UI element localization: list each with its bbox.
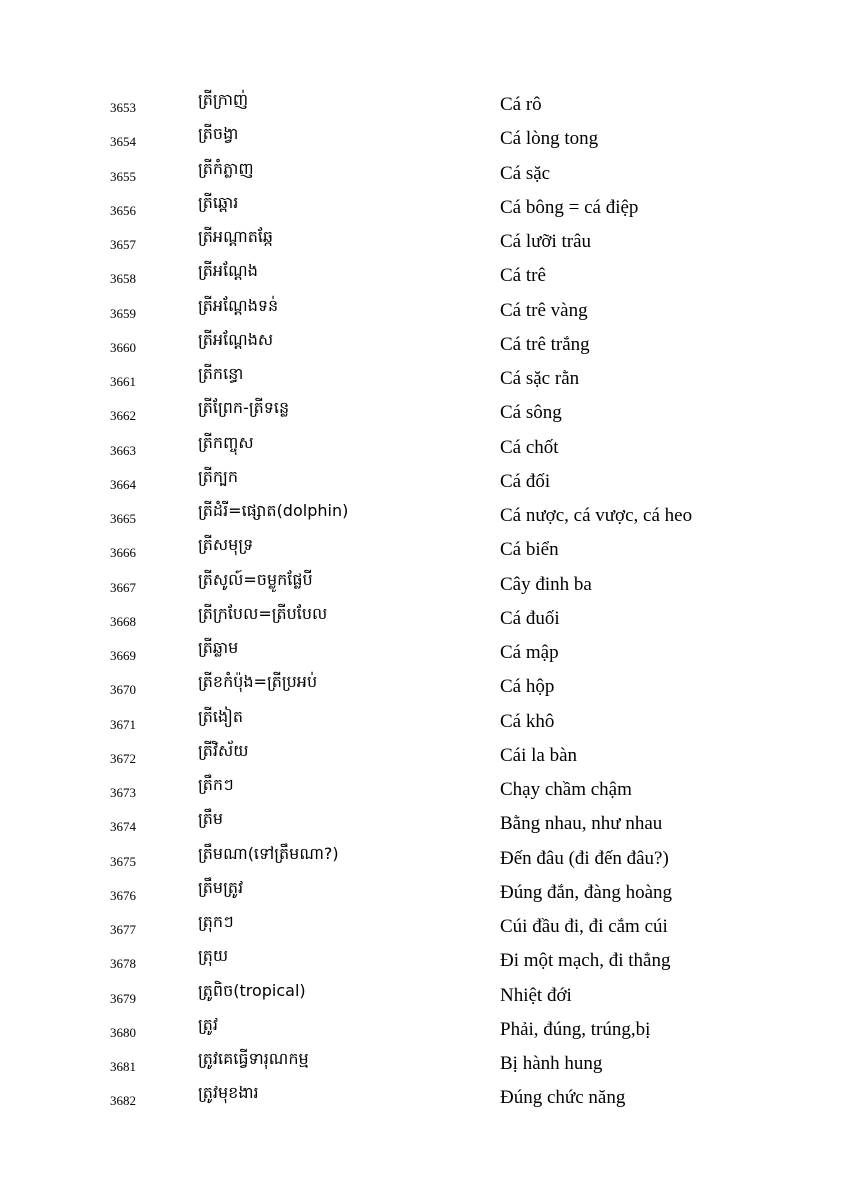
vietnamese-translation: Cá lưỡi trâu <box>500 231 592 252</box>
entry-row <box>0 189 848 223</box>
entry-row <box>0 805 848 839</box>
entry-row <box>0 394 848 428</box>
vietnamese-translation: Cá trê trắng <box>500 333 590 355</box>
entry-row <box>0 840 848 874</box>
vietnamese-translation: Cúi đầu đi, đi cắm cúi <box>500 916 668 937</box>
entry-row <box>0 292 848 326</box>
vietnamese-translation: Cá lòng tong <box>500 128 599 150</box>
khmer-term: ត្រីអណ្តែង <box>198 261 258 281</box>
entry-number: 3681 <box>110 1059 136 1074</box>
entry-number: 3653 <box>110 100 136 115</box>
vietnamese-translation: Cá trê vàng <box>500 299 588 321</box>
khmer-term: ត្រីកន្ធោ <box>198 364 244 383</box>
khmer-term: ត្រឹមណា(ទៅត្រឹមណា?) <box>198 843 339 863</box>
entry-row <box>0 634 848 668</box>
vietnamese-translation: Cá rô <box>500 94 542 115</box>
vietnamese-translation: Cá đuối <box>500 607 560 629</box>
entry-number: 3660 <box>110 339 136 355</box>
khmer-term: ត្រីអណ្តែងទន់ <box>198 295 279 315</box>
entry-number: 3663 <box>110 442 136 458</box>
entry-number: 3665 <box>110 511 136 526</box>
entry-row <box>0 668 848 702</box>
entry-row <box>0 908 848 942</box>
vietnamese-translation: Cái la bàn <box>500 744 578 766</box>
entry-row <box>0 874 848 908</box>
entry-row <box>0 703 848 737</box>
entry-number: 3670 <box>110 682 136 698</box>
entry-row <box>0 360 848 394</box>
entry-number: 3675 <box>110 853 136 869</box>
entry-number: 3680 <box>110 1024 136 1040</box>
vietnamese-translation: Cá sặc <box>500 162 551 184</box>
entry-row <box>0 257 848 291</box>
khmer-term: ត្រីក្របែល=ត្រីបបែល <box>198 603 328 623</box>
entry-number: 3672 <box>110 750 136 766</box>
entry-number: 3659 <box>110 305 136 321</box>
khmer-term: ត្រីកញ្ចុស <box>198 432 254 452</box>
entry-number: 3656 <box>110 202 136 218</box>
entry-row <box>0 977 848 1011</box>
vietnamese-translation: Cá nược, cá vược, cá heo <box>500 505 693 526</box>
khmer-term: ត្រីឆ្លាម <box>198 638 239 657</box>
khmer-term: ត្រីកំភ្លាញ <box>198 158 254 178</box>
entry-list <box>0 86 848 1114</box>
vietnamese-translation: Đến đâu (đi đến đâu?) <box>500 847 669 869</box>
entry-number: 3674 <box>110 819 136 835</box>
entry-row <box>0 326 848 360</box>
khmer-term: ត្រីសូល៍=ចម្លូកផ្លែបី <box>198 569 313 589</box>
khmer-term: ត្រឹម <box>198 809 224 829</box>
entry-number: 3655 <box>110 168 136 184</box>
vietnamese-translation: Cá hộp <box>500 676 555 698</box>
khmer-term: ត្រីក្រាញ់ <box>198 90 249 109</box>
entry-number: 3667 <box>110 579 136 595</box>
entry-row <box>0 120 848 154</box>
khmer-term: ត្រឹមត្រូវ <box>198 877 244 897</box>
vietnamese-translation: Cá chốt <box>500 436 559 458</box>
vietnamese-translation: Cá biển <box>500 539 559 561</box>
vietnamese-translation: Phải, đúng, trúng,bị <box>500 1018 651 1040</box>
entry-number: 3657 <box>110 237 136 252</box>
khmer-term: ត្រុយ <box>198 946 229 966</box>
vietnamese-translation: Cá trê <box>500 265 546 287</box>
khmer-term: ត្រីព្រែក-ត្រីទន្លេ <box>198 398 290 418</box>
vietnamese-translation: Cây đinh ba <box>500 573 592 595</box>
entry-number: 3662 <box>110 408 136 424</box>
khmer-term: ត្រីចង្វា <box>198 124 239 144</box>
khmer-term: ត្រឹកៗ <box>198 775 234 794</box>
khmer-term: ត្រីអណ្តែងស <box>198 329 274 349</box>
entry-row <box>0 223 848 257</box>
entry-number: 3661 <box>110 374 136 389</box>
entry-row <box>0 86 848 120</box>
khmer-term: ត្រីងៀត <box>198 706 244 726</box>
khmer-term: ត្រីក្បក <box>198 466 238 486</box>
entry-number: 3677 <box>110 922 136 937</box>
entry-number: 3666 <box>110 545 136 561</box>
entry-row <box>0 155 848 189</box>
vietnamese-translation: Đi một mạch, đi thẳng <box>500 950 671 972</box>
vietnamese-translation: Cá sông <box>500 402 562 424</box>
entry-number: 3678 <box>110 956 136 972</box>
entry-number: 3671 <box>110 716 136 732</box>
entry-number: 3679 <box>110 990 136 1006</box>
vietnamese-translation: Đúng đắn, đàng hoàng <box>500 881 673 903</box>
entry-row <box>0 1011 848 1045</box>
khmer-term: ត្រីឆ្ពោរ <box>198 192 239 212</box>
vietnamese-translation: Chạy chầm chậm <box>500 779 632 800</box>
vietnamese-translation: Cá bông = cá điệp <box>500 196 639 218</box>
khmer-term: ត្រីខកំប៉ុង=ត្រីប្រអប់ <box>198 672 318 692</box>
khmer-term: ត្រីសមុទ្រ <box>198 535 254 555</box>
vietnamese-translation: Bằng nhau, như nhau <box>500 813 663 835</box>
vietnamese-translation: Nhiệt đới <box>500 984 572 1006</box>
entry-number: 3673 <box>110 785 136 800</box>
vietnamese-translation: Cá đối <box>500 470 551 492</box>
khmer-term: ត្រីវិស័យ <box>198 740 249 760</box>
entry-number: 3682 <box>110 1093 136 1109</box>
vietnamese-translation: Đúng chức năng <box>500 1087 626 1109</box>
entry-row <box>0 497 848 531</box>
entry-number: 3654 <box>110 134 136 150</box>
entry-row <box>0 771 848 805</box>
khmer-term: ត្រូវមុខងារ <box>198 1083 259 1103</box>
khmer-term: ត្រីអណ្តាតឆ្កែ <box>198 227 274 246</box>
khmer-term: ត្រូវគេធ្វើទារុណកម្ម <box>198 1049 309 1068</box>
vietnamese-translation: Cá mập <box>500 642 559 663</box>
vietnamese-translation: Cá sặc rằn <box>500 368 580 389</box>
entry-row <box>0 531 848 565</box>
vietnamese-translation: Cá khô <box>500 710 555 732</box>
entry-number: 3668 <box>110 613 136 629</box>
entry-row <box>0 737 848 771</box>
vietnamese-translation: Bị hành hung <box>500 1053 603 1074</box>
entry-row <box>0 600 848 634</box>
khmer-term: ត្រីដំរី=ផ្សោត(dolphin) <box>198 501 349 520</box>
entry-row <box>0 1079 848 1113</box>
entry-row <box>0 566 848 600</box>
khmer-term: ត្រូពិច(tropical) <box>198 980 306 1000</box>
entry-number: 3658 <box>110 271 136 287</box>
entry-row <box>0 942 848 976</box>
entry-row <box>0 429 848 463</box>
entry-number: 3664 <box>110 476 136 492</box>
khmer-term: ត្រុកៗ <box>198 912 234 931</box>
khmer-term: ត្រូវ <box>198 1014 218 1034</box>
entry-number: 3669 <box>110 648 136 663</box>
entry-row <box>0 463 848 497</box>
entry-number: 3676 <box>110 887 136 903</box>
entry-row <box>0 1045 848 1079</box>
